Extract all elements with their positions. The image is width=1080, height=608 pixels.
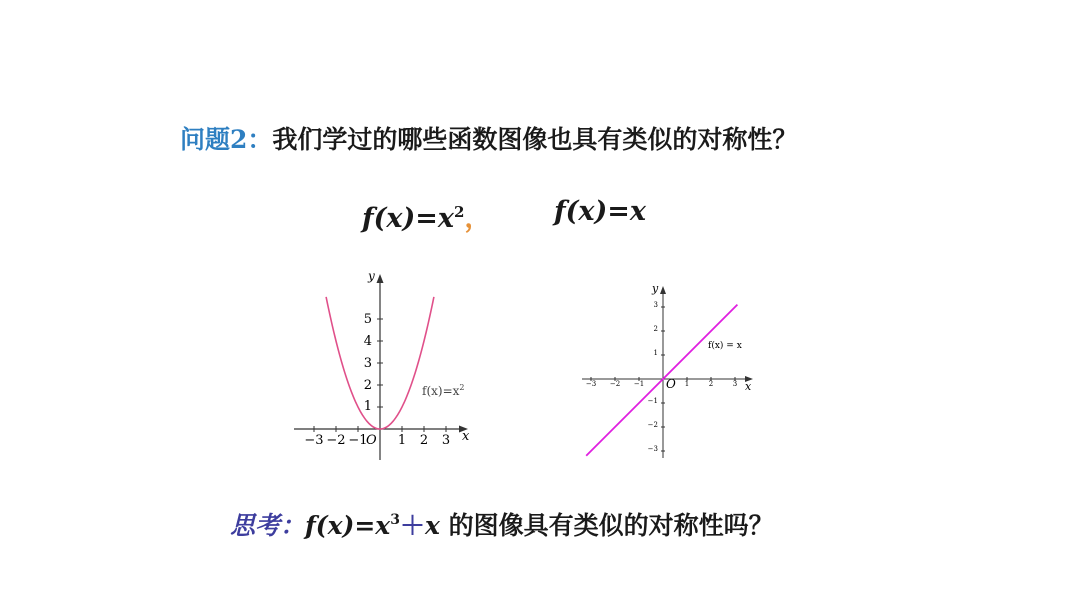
- graph2-y-arrow: [660, 286, 666, 294]
- question-text: 我们学过的哪些函数图像也具有类似的对称性？: [272, 125, 798, 154]
- graph2-y-tick-label: 3: [653, 301, 658, 309]
- graph1-y-arrow: [377, 274, 384, 283]
- thinking-text: 的图像具有类似的对称性吗？: [448, 511, 774, 540]
- graph1-y-tick-label: 4: [363, 334, 372, 349]
- question-label: 问题2：: [180, 125, 273, 154]
- thinking-function-tail: x: [424, 511, 440, 540]
- thinking-line: [230, 506, 774, 542]
- thinking-label: 思考：: [230, 511, 306, 540]
- graph1-x-tick-label: −2: [326, 433, 346, 448]
- graph1-y-tick-label: 1: [363, 399, 372, 414]
- function-square-base: f(x)=x: [362, 203, 454, 234]
- graph1-x-tick-label: 2: [419, 433, 429, 448]
- graph1-y-label: y: [368, 269, 375, 283]
- graph2-x-tick-label: −2: [609, 380, 621, 388]
- graph2-function-label: f(x) = x: [708, 341, 742, 351]
- graph1-x-tick-label: −1: [348, 433, 368, 448]
- graph1-x-tick-label: −3: [304, 433, 324, 448]
- graph2-x-tick-label: 2: [708, 380, 714, 388]
- graph1-y-tick-label: 5: [363, 312, 372, 327]
- thinking-function-exponent: 3: [390, 512, 400, 528]
- graph2-y-tick-label: 1: [653, 349, 658, 357]
- graph1-y-tick-label: 2: [363, 378, 372, 393]
- function-square-exponent: 2: [453, 203, 465, 221]
- graph2-x-tick-label: −3: [585, 380, 597, 388]
- graph2-x-tick-label: 1: [684, 380, 690, 388]
- graph2-y-tick-label: 2: [653, 325, 658, 333]
- graph2-x-label: x: [745, 380, 752, 393]
- graph1-y-tick-label: 3: [363, 356, 372, 371]
- graph2-x-tick-label: −1: [633, 380, 645, 388]
- graph2-y-tick-label: −2: [647, 421, 658, 429]
- graph2-y-label: y: [652, 282, 659, 295]
- graph1-origin-label: O: [366, 433, 377, 448]
- thinking-function-base: f(x)=x: [305, 511, 391, 540]
- graph1-function-label: $f(x)=x^2$: [422, 383, 465, 398]
- graph2-y-tick-label: −3: [647, 445, 658, 453]
- function-square: [362, 196, 491, 235]
- thinking-function: [305, 511, 440, 540]
- question-line: [180, 120, 797, 156]
- graph1-x-tick-label: 3: [441, 433, 451, 448]
- function-identity: f(x)=x: [554, 196, 646, 227]
- graph2-y-tick-label: −1: [647, 397, 658, 405]
- graph2-x-tick-label: 3: [732, 380, 738, 388]
- thinking-plus: ＋: [399, 511, 425, 540]
- identity-graph: [572, 278, 772, 478]
- parabola-graph: [282, 264, 482, 464]
- graph2-origin-label: O: [666, 377, 676, 391]
- function-separator: ，: [464, 203, 492, 234]
- graph1-x-label: x: [462, 429, 470, 444]
- graph1-x-tick-label: 1: [397, 433, 407, 448]
